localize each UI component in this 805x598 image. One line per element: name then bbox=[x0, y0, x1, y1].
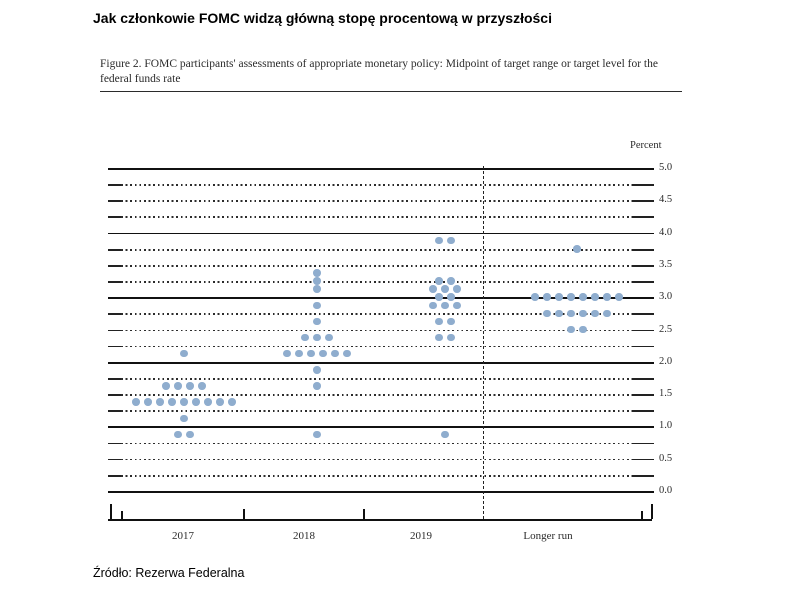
gridline-cap bbox=[632, 184, 654, 186]
fomc-dot bbox=[186, 382, 194, 390]
gridline-cap bbox=[632, 330, 654, 332]
gridline-cap bbox=[632, 216, 654, 218]
fomc-dot bbox=[573, 245, 581, 253]
gridline-major bbox=[108, 426, 654, 428]
fomc-dot bbox=[313, 431, 321, 439]
gridline-cap bbox=[632, 443, 654, 445]
x-category-label: 2019 bbox=[410, 530, 432, 542]
gridline-minor bbox=[121, 200, 632, 202]
y-tick-label: 1.0 bbox=[659, 420, 673, 432]
fomc-dot bbox=[579, 310, 587, 318]
fomc-dot bbox=[313, 318, 321, 326]
gridline-cap bbox=[108, 346, 121, 348]
fomc-dot bbox=[216, 398, 224, 406]
gridline-minor bbox=[121, 216, 632, 218]
gridline-cap bbox=[632, 378, 654, 380]
fomc-dot bbox=[555, 293, 563, 301]
gridline-cap bbox=[108, 459, 121, 461]
fomc-dot bbox=[429, 302, 437, 310]
fomc-dot bbox=[447, 293, 455, 301]
gridline-cap bbox=[632, 313, 654, 315]
fomc-dot bbox=[453, 285, 461, 293]
y-tick-label: 2.5 bbox=[659, 323, 673, 335]
gridline-cap bbox=[632, 281, 654, 283]
gridline-cap bbox=[632, 459, 654, 461]
fomc-dot bbox=[174, 431, 182, 439]
gridline-cap bbox=[108, 184, 121, 186]
fomc-dot bbox=[603, 293, 611, 301]
fomc-dot bbox=[447, 334, 455, 342]
gridline-cap bbox=[632, 475, 654, 477]
fomc-dot bbox=[615, 293, 623, 301]
gridline-cap bbox=[632, 346, 654, 348]
fomc-dot bbox=[295, 350, 303, 358]
gridline-minor bbox=[121, 443, 632, 445]
fomc-dot bbox=[313, 277, 321, 285]
fomc-dot bbox=[174, 382, 182, 390]
y-tick-label: 1.5 bbox=[659, 388, 673, 400]
fomc-dot bbox=[447, 318, 455, 326]
fomc-dot bbox=[301, 334, 309, 342]
gridline-minor bbox=[121, 281, 632, 283]
gridline-minor bbox=[121, 410, 632, 412]
gridline-major bbox=[108, 233, 654, 235]
fomc-dot bbox=[331, 350, 339, 358]
y-tick-label: 0.0 bbox=[659, 485, 673, 496]
fomc-dot bbox=[435, 277, 443, 285]
fomc-dot bbox=[307, 350, 315, 358]
fomc-dot bbox=[447, 277, 455, 285]
fomc-dot bbox=[579, 293, 587, 301]
y-axis-unit-label: Percent bbox=[630, 140, 662, 151]
fomc-dot bbox=[343, 350, 351, 358]
fomc-dot bbox=[453, 302, 461, 310]
y-tick-label: 4.5 bbox=[659, 194, 673, 206]
gridline-cap bbox=[108, 313, 121, 315]
x-axis-tick bbox=[641, 511, 643, 519]
x-category-label: Longer run bbox=[523, 530, 573, 542]
fomc-dot bbox=[567, 326, 575, 334]
fomc-dot bbox=[313, 334, 321, 342]
gridline-minor bbox=[121, 378, 632, 380]
gridline-major bbox=[108, 168, 654, 170]
fomc-dot bbox=[567, 310, 575, 318]
fomc-dot bbox=[313, 302, 321, 310]
fomc-dot bbox=[204, 398, 212, 406]
fomc-dot bbox=[162, 382, 170, 390]
fomc-dot bbox=[435, 318, 443, 326]
y-tick-label: 2.0 bbox=[659, 355, 673, 367]
fomc-dot bbox=[543, 293, 551, 301]
fomc-dot bbox=[180, 415, 188, 423]
gridline-minor bbox=[121, 184, 632, 186]
fomc-dot bbox=[441, 302, 449, 310]
x-axis-line bbox=[108, 519, 652, 521]
x-category-label: 2018 bbox=[293, 530, 315, 542]
y-tick-label: 3.0 bbox=[659, 291, 673, 303]
fomc-dot bbox=[156, 398, 164, 406]
gridline-cap bbox=[108, 443, 121, 445]
y-tick-label: 4.0 bbox=[659, 226, 673, 238]
page-title: Jak członkowie FOMC widzą główną stopę procentową w przyszłości bbox=[93, 10, 552, 26]
fomc-dot bbox=[192, 398, 200, 406]
fomc-dot bbox=[180, 398, 188, 406]
x-axis-tick bbox=[651, 504, 653, 519]
gridline-minor bbox=[121, 459, 632, 461]
fomc-dot bbox=[591, 293, 599, 301]
fomc-dot bbox=[198, 382, 206, 390]
fomc-dot bbox=[429, 285, 437, 293]
gridline-cap bbox=[632, 265, 654, 267]
x-axis-tick bbox=[110, 504, 112, 519]
gridline-minor bbox=[121, 346, 632, 348]
fomc-dot bbox=[168, 398, 176, 406]
fomc-dot bbox=[435, 334, 443, 342]
fomc-dot bbox=[313, 382, 321, 390]
gridline-cap bbox=[108, 216, 121, 218]
fomc-dot bbox=[441, 285, 449, 293]
gridline-major bbox=[108, 491, 654, 493]
gridline-cap bbox=[108, 330, 121, 332]
gridline-minor bbox=[121, 249, 632, 251]
figure-caption: Figure 2. FOMC participants' assessments of appropriate monetary policy: Midpoint of target range or target level for the federal funds rate bbox=[100, 57, 682, 92]
gridline-cap bbox=[108, 281, 121, 283]
fomc-dot bbox=[313, 269, 321, 277]
fomc-dot bbox=[543, 310, 551, 318]
gridline-major bbox=[108, 362, 654, 364]
fomc-dot bbox=[435, 237, 443, 245]
gridline-minor bbox=[121, 394, 632, 396]
gridline-cap bbox=[108, 394, 121, 396]
longer-run-separator bbox=[483, 166, 484, 519]
x-axis-tick bbox=[243, 509, 245, 519]
fomc-dot bbox=[132, 398, 140, 406]
gridline-cap bbox=[632, 200, 654, 202]
source-note: Źródło: Rezerwa Federalna bbox=[93, 566, 245, 580]
gridline-cap bbox=[108, 200, 121, 202]
gridline-cap bbox=[108, 475, 121, 477]
fomc-dot bbox=[313, 285, 321, 293]
fomc-dot bbox=[283, 350, 291, 358]
y-tick-label: 5.0 bbox=[659, 162, 673, 173]
fomc-dot bbox=[180, 350, 188, 358]
gridline-minor bbox=[121, 475, 632, 477]
fomc-dot bbox=[144, 398, 152, 406]
fomc-dot bbox=[579, 326, 587, 334]
y-tick-label: 3.5 bbox=[659, 258, 673, 270]
gridline-cap bbox=[108, 265, 121, 267]
x-axis-tick bbox=[363, 509, 365, 519]
fomc-dot bbox=[435, 293, 443, 301]
y-tick-label: 0.5 bbox=[659, 452, 673, 464]
fomc-dot bbox=[313, 366, 321, 374]
fomc-dot bbox=[441, 431, 449, 439]
fomc-dot bbox=[319, 350, 327, 358]
gridline-cap bbox=[632, 410, 654, 412]
fomc-dot bbox=[186, 431, 194, 439]
gridline-cap bbox=[632, 249, 654, 251]
fomc-dot bbox=[603, 310, 611, 318]
gridline-cap bbox=[632, 394, 654, 396]
fomc-dot bbox=[228, 398, 236, 406]
fomc-dot bbox=[567, 293, 575, 301]
gridline-minor bbox=[121, 265, 632, 267]
fomc-dot bbox=[531, 293, 539, 301]
gridline-minor bbox=[121, 330, 632, 332]
x-axis-tick bbox=[121, 511, 123, 519]
fomc-dot bbox=[325, 334, 333, 342]
gridline-cap bbox=[108, 410, 121, 412]
gridline-cap bbox=[108, 249, 121, 251]
fomc-dot bbox=[555, 310, 563, 318]
fomc-dot bbox=[447, 237, 455, 245]
x-category-label: 2017 bbox=[172, 530, 194, 542]
fomc-dot bbox=[591, 310, 599, 318]
gridline-cap bbox=[108, 378, 121, 380]
